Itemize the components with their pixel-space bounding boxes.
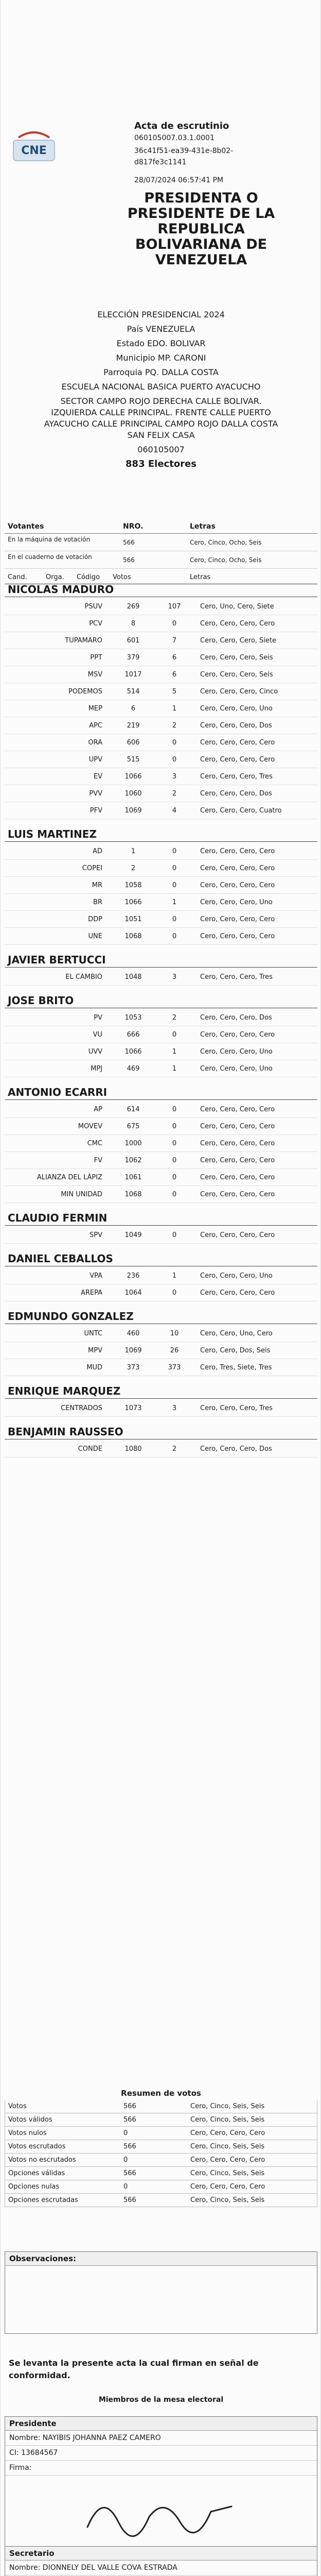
summary-vote-letras: Cero, Cinco, Seis, Seis <box>190 2170 265 2177</box>
party-row <box>5 1268 317 1284</box>
summary-vote-letras: Cero, Cinco, Seis, Seis <box>190 2143 265 2150</box>
party-votes: 0 <box>172 1174 177 1181</box>
party-votes-words: Cero, Cero, Dos, Seis <box>200 1347 271 1354</box>
party-row <box>5 1360 317 1376</box>
party-votes-words: Cero, Cero, Cero, Cero <box>200 739 275 747</box>
party-votes: 0 <box>172 916 177 923</box>
candidate-name: NICOLAS MADURO <box>5 582 317 597</box>
party-votes-words: Cero, Cero, Cero, Dos <box>200 1445 272 1453</box>
party-row <box>5 1010 317 1026</box>
party-row <box>5 860 317 877</box>
party-votes: 0 <box>172 1157 177 1164</box>
party-row <box>5 1101 317 1118</box>
candidate-name: JOSE BRITO <box>5 993 317 1008</box>
summary-title: Resumen de votos <box>121 2089 201 2098</box>
parish: Parroquia PQ. DALLA COSTA <box>103 367 219 377</box>
party-votes: 0 <box>172 882 177 889</box>
party-code: 2 <box>131 865 136 872</box>
party-row <box>5 718 317 734</box>
candidate-name: ANTONIO ECARRI <box>5 1085 317 1100</box>
party-votes: 0 <box>172 620 177 628</box>
summary-letras: Cero, Cinco, Ocho, Seis <box>190 556 262 564</box>
party-votes: 26 <box>170 1347 179 1354</box>
acta-hash-line: 36c41f51-ea39-431e-8b02- <box>134 147 234 155</box>
party-code: 236 <box>127 1272 140 1280</box>
col-votes: Votos <box>113 573 131 581</box>
col-cand: Cand. <box>8 573 27 581</box>
col-org: Orga. <box>46 573 64 581</box>
letras-header: Letras <box>190 522 216 531</box>
summary-vote-label: Opciones nulas <box>8 2183 60 2191</box>
summary-vote-row <box>5 2154 317 2167</box>
party-votes-words: Cero, Cero, Cero, Dos <box>200 790 272 798</box>
candidate-name: EDMUNDO GONZALEZ <box>5 1309 317 1324</box>
party-votes-words: Cero, Cero, Cero, Uno <box>200 705 273 713</box>
party-code: 1066 <box>124 899 142 906</box>
party-row <box>5 1187 317 1203</box>
party-votes-words: Cero, Cero, Cero, Cero <box>200 1191 275 1198</box>
election-name: ELECCIÓN PRESIDENCIAL 2024 <box>97 310 225 319</box>
party-name: MPJ <box>91 1065 102 1073</box>
elector-count: 883 Electores <box>126 459 197 469</box>
summary-vote-letras: Cero, Cero, Cero, Cero <box>190 2129 265 2137</box>
party-votes: 3 <box>172 1404 177 1412</box>
candidate-name: JAVIER BERTUCCI <box>5 953 317 968</box>
party-row <box>5 1153 317 1169</box>
acta-hash-line: d817fe3c1141 <box>134 158 187 166</box>
summary-vote-row <box>5 2167 317 2180</box>
party-votes-words: Cero, Cero, Cero, Tres <box>200 1404 273 1412</box>
party-votes: 2 <box>172 1014 177 1022</box>
party-votes-words: Cero, Cero, Cero, Cero <box>200 1157 275 1164</box>
party-code: 1064 <box>124 1289 142 1297</box>
party-row <box>5 1326 317 1342</box>
party-votes: 2 <box>172 1445 177 1453</box>
party-votes: 0 <box>172 933 177 940</box>
party-code: 1053 <box>124 1014 142 1022</box>
summary-vote-nro: 566 <box>123 2143 136 2150</box>
party-votes-words: Cero, Cero, Cero, Uno <box>200 1272 273 1280</box>
party-row <box>5 599 317 615</box>
summary-vote-nro: 566 <box>123 2103 136 2110</box>
observations-title: Observaciones: <box>5 2252 317 2266</box>
party-row <box>5 1441 317 1458</box>
party-name: MUD <box>86 1364 102 1371</box>
headline-line: VENEZUELA <box>155 252 247 268</box>
party-votes: 2 <box>172 790 177 798</box>
party-code: 1048 <box>124 973 142 981</box>
party-name: EV <box>93 773 102 781</box>
summary-vote-row <box>5 2140 317 2154</box>
party-code: 1068 <box>124 933 142 940</box>
party-votes: 3 <box>172 973 177 981</box>
summary-label: En la máquina de votación <box>8 536 91 543</box>
svg-text:CNE: CNE <box>21 144 47 157</box>
voters-header: Votantes <box>8 522 44 531</box>
party-votes-words: Cero, Cero, Cero, Cero <box>200 1106 275 1113</box>
party-votes: 0 <box>172 1123 177 1130</box>
party-row <box>5 667 317 683</box>
conformity-note: Se levanta la presente acta la cual firman en señal de conformidad. <box>9 2358 259 2380</box>
party-name: PSUV <box>84 603 102 611</box>
party-votes: 0 <box>172 1289 177 1297</box>
summary-vote-label: Votos válidos <box>8 2116 52 2124</box>
party-row <box>5 650 317 666</box>
party-name: PPT <box>90 654 102 662</box>
party-votes: 0 <box>172 865 177 872</box>
party-name: PVV <box>89 790 102 798</box>
party-name: PCV <box>89 620 102 628</box>
party-row <box>5 911 317 928</box>
summary-vote-label: Votos <box>8 2103 27 2110</box>
party-name: UVV <box>88 1048 102 1056</box>
party-name: ALIANZA DEL LÁPIZ <box>37 1174 102 1181</box>
party-votes: 1 <box>172 705 177 713</box>
party-votes: 107 <box>168 603 181 611</box>
candidate-name: LUIS MARTINEZ <box>5 827 317 842</box>
party-votes-words: Cero, Cero, Cero, Seis <box>200 654 273 662</box>
party-name: ORA <box>88 739 102 747</box>
party-votes: 0 <box>172 1140 177 1147</box>
party-row <box>5 1061 317 1077</box>
party-votes: 1 <box>172 1065 177 1073</box>
party-code: 1073 <box>124 1404 142 1412</box>
summary-nro: 566 <box>123 556 135 564</box>
party-row <box>5 752 317 768</box>
party-name: MEP <box>88 705 102 713</box>
party-name: VPA <box>90 1272 102 1280</box>
party-votes-words: Cero, Cero, Cero, Cuatro <box>200 807 282 815</box>
party-row <box>5 877 317 894</box>
summary-nro: 566 <box>123 539 135 546</box>
party-votes-words: Cero, Cero, Cero, Dos <box>200 722 272 730</box>
party-name: UNTC <box>84 1330 102 1337</box>
party-votes-words: Cero, Cero, Cero, Cero <box>200 1123 275 1130</box>
party-votes: 0 <box>172 848 177 855</box>
party-votes-words: Cero, Uno, Cero, Siete <box>200 603 274 611</box>
summary-row <box>5 534 317 551</box>
party-row <box>5 1285 317 1301</box>
party-row <box>5 1136 317 1152</box>
party-votes: 373 <box>168 1364 181 1371</box>
party-code: 373 <box>127 1364 140 1371</box>
party-row <box>5 843 317 860</box>
party-votes: 0 <box>172 756 177 764</box>
party-name: SPV <box>90 1231 102 1239</box>
party-row <box>5 969 317 986</box>
party-code: 1017 <box>124 671 142 679</box>
party-name: EL CAMBIO <box>65 973 102 981</box>
party-votes-words: Cero, Cero, Cero, Uno <box>200 899 273 906</box>
summary-vote-nro: 566 <box>123 2170 136 2177</box>
party-row <box>5 1027 317 1043</box>
acta-title: Acta de escrutinio <box>134 121 229 131</box>
summary-vote-label: Votos escrutados <box>8 2143 66 2150</box>
state: Estado EDO. BOLIVAR <box>116 338 206 348</box>
party-name: COPEI <box>82 865 102 872</box>
headline-line: PRESIDENTE DE LA <box>127 206 275 222</box>
party-code: 601 <box>127 637 140 645</box>
summary-row <box>5 551 317 569</box>
party-votes: 0 <box>172 1106 177 1113</box>
candidate-name: BENJAMIN RAUSSEO <box>5 1425 317 1439</box>
party-code: 514 <box>127 688 140 696</box>
party-name: MSV <box>87 671 102 679</box>
party-code: 1058 <box>124 882 142 889</box>
headline-line: PRESIDENTA O <box>144 190 258 206</box>
col-code: Código <box>77 573 100 581</box>
party-votes-words: Cero, Cero, Cero, Cero <box>200 933 275 940</box>
summary-vote-row <box>5 2127 317 2140</box>
voting-center: ESCUELA NACIONAL BASICA PUERTO AYACUCHO <box>61 382 261 392</box>
party-votes-words: Cero, Cero, Cero, Seis <box>200 671 273 679</box>
col-letras: Letras <box>190 573 211 581</box>
party-name: CMC <box>87 1140 102 1147</box>
summary-table <box>5 2100 317 2207</box>
party-name: CONDE <box>78 1445 102 1453</box>
party-row <box>5 786 317 802</box>
summary-vote-row <box>5 2100 317 2113</box>
party-name: UNE <box>88 933 102 940</box>
party-name: MPV <box>88 1347 102 1354</box>
party-code: 1061 <box>124 1174 142 1181</box>
member-name: Nombre: DIONNELY DEL VALLE COVA ESTRADA <box>5 2561 317 2575</box>
party-votes: 0 <box>172 1031 177 1039</box>
party-code: 1060 <box>124 790 142 798</box>
party-name: AREPA <box>80 1289 102 1297</box>
party-code: 1069 <box>124 1347 142 1354</box>
party-row <box>5 684 317 700</box>
party-name: DDP <box>88 916 102 923</box>
party-votes-words: Cero, Cero, Cero, Siete <box>200 637 277 645</box>
party-votes: 0 <box>172 1231 177 1239</box>
party-votes-words: Cero, Cero, Uno, Cero <box>200 1330 273 1337</box>
party-code: 8 <box>131 620 136 628</box>
address: SECTOR CAMPO ROJO DERECHA CALLE BOLIVAR. IZQUIERDA CALLE PRINCIPAL. FRENTE CALLE PUERTO AYACUCHO CALLE PRINCIPAL CAMPO ROJO DALLA COSTA SAN FELIX CASA <box>44 396 278 440</box>
party-name: BR <box>93 899 102 906</box>
party-name: CENTRADOS <box>61 1404 102 1412</box>
party-votes-words: Cero, Cero, Cero, Cero <box>200 756 275 764</box>
party-votes-words: Cero, Cero, Cero, Tres <box>200 773 273 781</box>
acta-hash <box>134 145 258 168</box>
party-code: 1 <box>131 848 136 855</box>
party-votes: 4 <box>172 807 177 815</box>
party-row <box>5 894 317 911</box>
summary-vote-nro: 0 <box>123 2129 128 2137</box>
party-votes-words: Cero, Cero, Cero, Cero <box>200 848 275 855</box>
center-code: 060105007 <box>137 445 185 454</box>
election-headline <box>103 191 299 268</box>
party-name: FV <box>94 1157 102 1164</box>
candidate-name: ENRIQUE MARQUEZ <box>5 1384 317 1399</box>
party-votes-words: Cero, Cero, Cero, Uno <box>200 1048 273 1056</box>
summary-vote-nro: 0 <box>123 2183 128 2191</box>
party-code: 269 <box>127 603 140 611</box>
party-votes-words: Cero, Cero, Cero, Cero <box>200 1174 275 1181</box>
summary-vote-nro: 566 <box>123 2196 136 2204</box>
party-code: 1051 <box>124 916 142 923</box>
party-votes: 3 <box>172 773 177 781</box>
party-row <box>5 1044 317 1060</box>
party-row <box>5 1118 317 1135</box>
party-votes: 5 <box>172 688 177 696</box>
country: País VENEZUELA <box>127 324 195 334</box>
summary-vote-nro: 566 <box>123 2116 136 2124</box>
party-votes-words: Cero, Cero, Cero, Cero <box>200 916 275 923</box>
party-name: VU <box>93 1031 102 1039</box>
party-votes-words: Cero, Cero, Cero, Cero <box>200 1289 275 1297</box>
headline-line: REPUBLICA <box>157 221 245 237</box>
summary-vote-label: Opciones escrutadas <box>8 2196 78 2204</box>
party-code: 515 <box>127 756 140 764</box>
members-title: Miembros de la mesa electoral <box>98 2396 224 2404</box>
party-votes-words: Cero, Cero, Cero, Cero <box>200 1140 275 1147</box>
votes-summary <box>5 2087 317 2207</box>
member-role: Secretario <box>5 2547 317 2561</box>
party-name: PFV <box>90 807 102 815</box>
party-votes: 1 <box>172 899 177 906</box>
party-code: 219 <box>127 722 140 730</box>
party-name: MR <box>92 882 102 889</box>
party-row <box>5 633 317 649</box>
party-votes: 6 <box>172 671 177 679</box>
summary-vote-letras: Cero, Cinco, Seis, Seis <box>190 2116 265 2124</box>
acta-timestamp: 28/07/2024 06:57:41 PM <box>134 176 223 184</box>
party-code: 1066 <box>124 1048 142 1056</box>
party-code: 675 <box>127 1123 140 1130</box>
voters-summary <box>5 520 317 584</box>
party-code: 1066 <box>124 773 142 781</box>
party-code: 6 <box>131 705 136 713</box>
party-row <box>5 803 317 819</box>
member-name: Nombre: NAYIBIS JOHANNA PAEZ CAMERO <box>5 2431 317 2446</box>
party-code: 666 <box>127 1031 140 1039</box>
party-votes: 1 <box>172 1272 177 1280</box>
nro-header: NRO. <box>123 522 144 531</box>
party-votes: 0 <box>172 1191 177 1198</box>
party-row <box>5 1400 317 1417</box>
acta-code: 060105007.03.1.0001 <box>134 134 215 142</box>
observations-box <box>5 2251 317 2334</box>
candidate-name: CLAUDIO FERMIN <box>5 1211 317 1226</box>
party-code: 379 <box>127 654 140 662</box>
party-row <box>5 928 317 945</box>
party-name: PV <box>94 1014 102 1022</box>
party-row <box>5 769 317 785</box>
party-name: MIN UNIDAD <box>61 1191 102 1198</box>
party-row <box>5 1343 317 1359</box>
party-votes-words: Cero, Cero, Cero, Cero <box>200 1031 275 1039</box>
party-votes-words: Cero, Cero, Cero, Cero <box>200 620 275 628</box>
summary-vote-label: Votos nulos <box>8 2129 47 2137</box>
party-votes-words: Cero, Cero, Cero, Uno <box>200 1065 273 1073</box>
party-votes: 2 <box>172 722 177 730</box>
party-row <box>5 735 317 751</box>
party-name: TUPAMARO <box>65 637 102 645</box>
election-meta <box>1 309 321 473</box>
party-code: 1000 <box>124 1140 142 1147</box>
party-row <box>5 1170 317 1186</box>
party-votes: 7 <box>172 637 177 645</box>
party-code: 1069 <box>124 807 142 815</box>
party-name: MOVEV <box>78 1123 102 1130</box>
municipality: Municipio MP. CARONI <box>116 353 206 363</box>
party-votes: 0 <box>172 739 177 747</box>
party-votes-words: Cero, Cero, Cero, Tres <box>200 973 273 981</box>
party-code: 1068 <box>124 1191 142 1198</box>
party-votes-words: Cero, Tres, Siete, Tres <box>200 1364 272 1371</box>
party-name: AD <box>93 848 102 855</box>
acta-header <box>11 118 311 304</box>
party-name: APC <box>89 722 102 730</box>
party-name: UPV <box>88 756 102 764</box>
party-name: AP <box>94 1106 102 1113</box>
party-code: 469 <box>127 1065 140 1073</box>
party-row <box>5 1227 317 1244</box>
party-code: 614 <box>127 1106 140 1113</box>
party-name: PODEMOS <box>68 688 102 696</box>
member-box <box>5 2546 317 2576</box>
summary-vote-label: Opciones válidas <box>8 2170 65 2177</box>
party-votes-words: Cero, Cero, Cero, Cero <box>200 1231 275 1239</box>
summary-vote-row <box>5 2194 317 2207</box>
party-code: 1049 <box>124 1231 142 1239</box>
member-firma-label: Firma: <box>5 2461 317 2476</box>
party-code: 606 <box>127 739 140 747</box>
party-code: 460 <box>127 1330 140 1337</box>
member-role: Presidente <box>5 2417 317 2431</box>
party-votes: 10 <box>170 1330 179 1337</box>
summary-label: En el cuaderno de votación <box>8 553 92 561</box>
party-row <box>5 616 317 632</box>
summary-vote-letras: Cero, Cero, Cero, Cero <box>190 2183 265 2191</box>
party-row <box>5 701 317 717</box>
party-code: 1062 <box>124 1157 142 1164</box>
summary-vote-row <box>5 2180 317 2194</box>
headline-line: BOLIVARIANA DE <box>135 236 268 252</box>
member-ci: CI: 13684567 <box>5 2446 317 2461</box>
summary-vote-label: Votos no escrutados <box>8 2156 76 2164</box>
summary-vote-letras: Cero, Cinco, Seis, Seis <box>190 2103 265 2110</box>
summary-vote-row <box>5 2113 317 2127</box>
party-votes-words: Cero, Cero, Cero, Cero <box>200 865 275 872</box>
party-votes: 6 <box>172 654 177 662</box>
summary-letras: Cero, Cinco, Ocho, Seis <box>190 539 262 546</box>
cne-logo-icon <box>11 125 57 171</box>
summary-rows <box>5 534 317 569</box>
party-votes: 1 <box>172 1048 177 1056</box>
summary-vote-letras: Cero, Cinco, Seis, Seis <box>190 2196 265 2204</box>
summary-vote-letras: Cero, Cero, Cero, Cero <box>190 2156 265 2164</box>
candidate-name: DANIEL CEBALLOS <box>5 1251 317 1266</box>
party-code: 1080 <box>124 1445 142 1453</box>
party-votes-words: Cero, Cero, Cero, Cinco <box>200 688 278 696</box>
party-votes-words: Cero, Cero, Cero, Cero <box>200 882 275 889</box>
summary-vote-nro: 0 <box>123 2156 128 2164</box>
party-votes-words: Cero, Cero, Cero, Dos <box>200 1014 272 1022</box>
